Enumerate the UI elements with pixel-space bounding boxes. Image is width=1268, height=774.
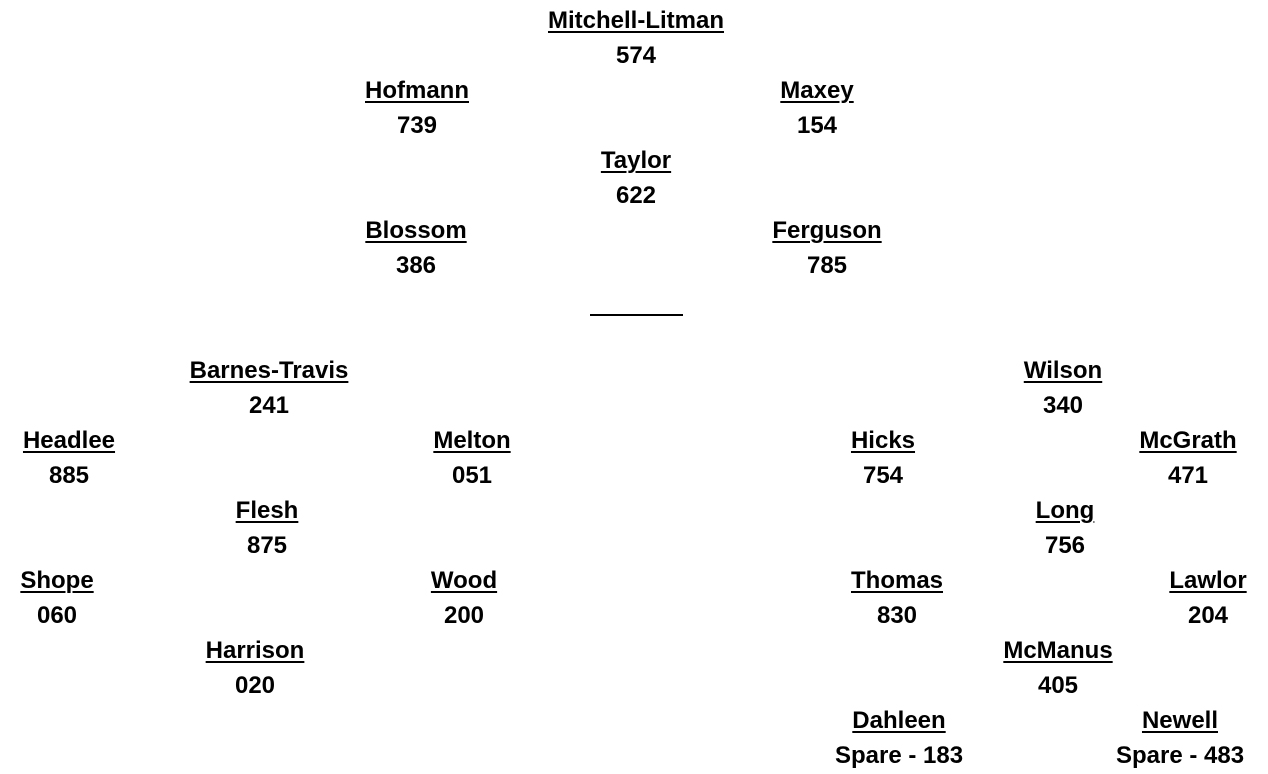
entry-number: 154 — [796, 112, 838, 139]
entry-number: 574 — [615, 42, 657, 69]
entry-hofmann — [365, 74, 469, 143]
entry-name: Dahleen — [852, 707, 946, 734]
entry-name: Hofmann — [365, 77, 469, 104]
entry-blossom — [365, 214, 466, 283]
entry-wood — [431, 564, 497, 633]
entry-hicks — [851, 424, 915, 493]
entry-number: Spare - 483 — [1115, 742, 1245, 769]
entry-number: 875 — [246, 532, 288, 559]
entry-name: Maxey — [780, 77, 854, 104]
entry-number: 405 — [1037, 672, 1079, 699]
entry-number: 754 — [862, 462, 904, 489]
entry-name: Headlee — [22, 427, 116, 454]
entry-number: 471 — [1167, 462, 1209, 489]
entry-name: Wilson — [1023, 357, 1103, 384]
entry-dahleen — [835, 704, 963, 773]
entry-shope — [20, 564, 93, 633]
entry-mcgrath — [1139, 424, 1236, 493]
entry-flesh — [236, 494, 299, 563]
entry-name: Blossom — [365, 217, 467, 244]
entry-lawlor — [1169, 564, 1246, 633]
entry-number: 020 — [234, 672, 276, 699]
entry-number: 830 — [876, 602, 918, 629]
entry-number: 386 — [395, 252, 437, 279]
entry-wilson — [1024, 354, 1102, 423]
entry-headlee — [23, 424, 115, 493]
entry-name: Harrison — [205, 637, 305, 664]
entry-taylor — [601, 144, 671, 213]
entry-name: Shope — [20, 567, 94, 594]
entry-number: 241 — [248, 392, 290, 419]
entry-name: Barnes-Travis — [189, 357, 349, 384]
entry-number: 885 — [48, 462, 90, 489]
entry-name: Long — [1035, 497, 1095, 524]
entry-name: McGrath — [1139, 427, 1237, 454]
entry-number: Spare - 183 — [834, 742, 964, 769]
entry-maxey — [780, 74, 853, 143]
entry-name: Lawlor — [1169, 567, 1247, 594]
entry-name: Hicks — [850, 427, 916, 454]
entry-number: 051 — [451, 462, 493, 489]
entry-name: Thomas — [850, 567, 944, 594]
entry-name: Taylor — [600, 147, 672, 174]
entry-number: 060 — [36, 602, 78, 629]
entry-thomas — [851, 564, 943, 633]
entry-name: Flesh — [235, 497, 299, 524]
entry-harrison — [206, 634, 305, 703]
entry-number: 785 — [806, 252, 848, 279]
entry-ferguson — [772, 214, 881, 283]
entry-number: 340 — [1042, 392, 1084, 419]
entry-number: 756 — [1044, 532, 1086, 559]
entry-mcmanus — [1003, 634, 1112, 703]
entry-long — [1036, 494, 1095, 563]
entry-name: Melton — [433, 427, 511, 454]
entry-name: Ferguson — [772, 217, 882, 244]
entry-name: Mitchell-Litman — [547, 7, 725, 34]
entry-newell — [1116, 704, 1244, 773]
entry-number: 200 — [443, 602, 485, 629]
entry-mitchell-litman — [548, 4, 724, 73]
entry-name: Wood — [430, 567, 498, 594]
divider-line — [590, 314, 683, 316]
entry-name: Newell — [1141, 707, 1219, 734]
entry-number: 739 — [396, 112, 438, 139]
entry-name: McManus — [1003, 637, 1113, 664]
entry-number: 204 — [1187, 602, 1229, 629]
entry-melton — [433, 424, 510, 493]
entry-barnes-travis — [190, 354, 349, 423]
entry-number: 622 — [615, 182, 657, 209]
